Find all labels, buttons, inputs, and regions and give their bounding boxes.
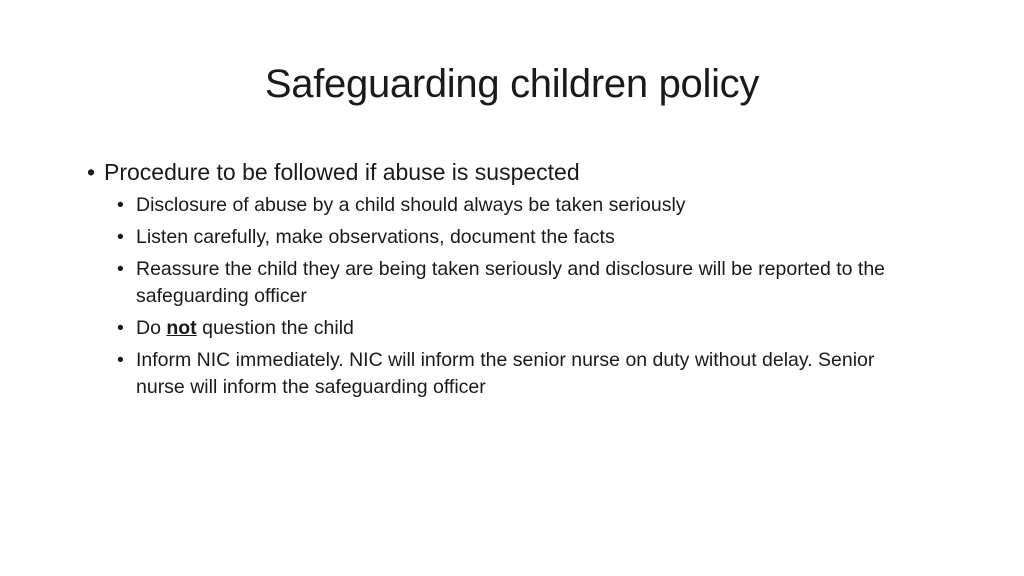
bullet-icon: • [117, 226, 124, 248]
sub-bullet-text: Inform NIC immediately. NIC will inform the senior nurse on duty without delay. Senior nurse will inform the safeguarding officer [136, 349, 875, 398]
bullet-icon: • [87, 159, 96, 185]
sub-bullet-list [104, 192, 924, 401]
sub-bullet-text-after: question the child [196, 317, 354, 339]
sub-bullet-text: Listen carefully, make observations, document the facts [136, 226, 615, 248]
sub-bullet-inform-nic [117, 347, 924, 401]
sub-bullet-listen [117, 224, 924, 251]
sub-bullet-disclosure [117, 192, 924, 219]
sub-bullet-text: Disclosure of abuse by a child should always be taken seriously [136, 194, 686, 216]
slide-content [87, 156, 924, 406]
emphasis-not: not [166, 317, 197, 339]
main-bullet-text: Procedure to be followed if abuse is suspected [104, 159, 580, 185]
sub-bullet-text: Reassure the child they are being taken seriously and disclosure will be reported to the safeguarding officer [136, 258, 886, 307]
bullet-icon: • [117, 258, 124, 280]
slide-title: Safeguarding children policy [264, 62, 760, 106]
bullet-icon: • [117, 349, 124, 371]
bullet-icon: • [117, 194, 124, 216]
bullet-icon: • [117, 317, 124, 339]
sub-bullet-reassure [117, 256, 924, 310]
sub-bullet-do-not-question [117, 315, 924, 342]
main-bullet-point [87, 156, 924, 188]
sub-bullet-text-before: Do [136, 317, 167, 339]
